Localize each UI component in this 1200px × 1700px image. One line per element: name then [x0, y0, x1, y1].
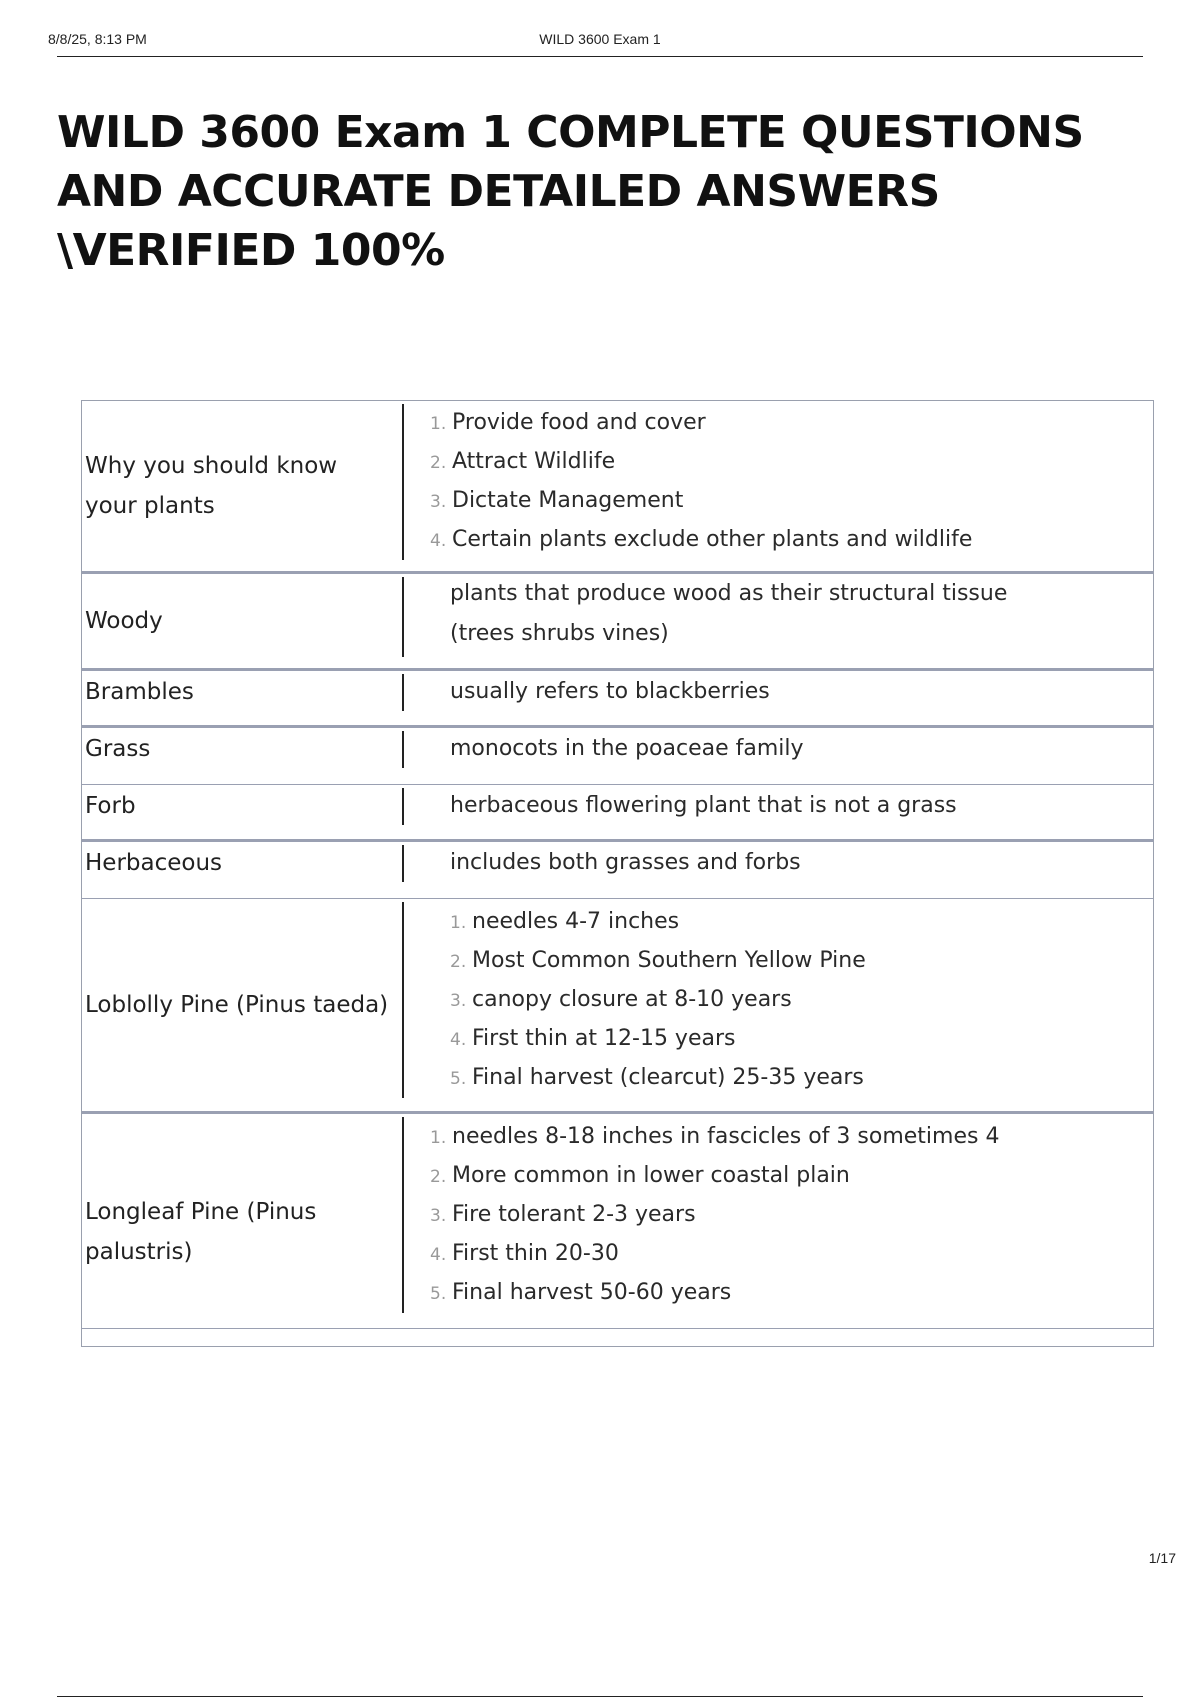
table-footer [82, 1329, 1153, 1346]
term-cell: Why you should know your plants [85, 453, 338, 519]
print-doc-title: WILD 3600 Exam 1 [539, 31, 661, 47]
definition-cell: includes both grasses and forbs [450, 850, 801, 875]
list-item: 2. Most Common Southern Yellow Pine [450, 948, 866, 973]
definition-cell: plants that produce wood as their structural tissue (trees shrubs vines) [450, 581, 1008, 646]
term-cell: Herbaceous [85, 850, 223, 876]
list-item: 3. Fire tolerant 2-3 years [430, 1202, 696, 1227]
column-divider [402, 731, 404, 768]
table-row [82, 785, 1153, 842]
list-item: 1. Provide food and cover [430, 410, 706, 435]
column-divider [402, 902, 404, 1098]
table-row [82, 842, 1153, 899]
term-cell: Grass [85, 736, 151, 762]
list-item: 1. needles 4-7 inches [450, 909, 680, 934]
table-row [82, 671, 1153, 728]
list-item: 4. Certain plants exclude other plants and wildlife [430, 527, 973, 552]
definition-cell [402, 899, 1153, 1111]
footer-rule [57, 1696, 1143, 1697]
table-row [82, 899, 1153, 1114]
definition-cell [382, 1114, 1153, 1328]
print-header [48, 28, 1143, 57]
table-row [82, 1114, 1153, 1329]
print-datetime: 8/8/25, 8:13 PM [48, 31, 147, 47]
list-item: 4. First thin 20-30 [430, 1241, 619, 1266]
list-item: 2. Attract Wildlife [430, 449, 616, 474]
list-item: 4. First thin at 12-15 years [450, 1026, 736, 1051]
term-cell: Longleaf Pine (Pinus palustris) [85, 1199, 317, 1265]
term-cell: Loblolly Pine (Pinus taeda) [85, 992, 389, 1018]
definition-cell: usually refers to blackberries [450, 679, 770, 704]
column-divider [402, 845, 404, 882]
table-row [82, 574, 1153, 671]
definition-cell: monocots in the poaceae family [450, 736, 804, 761]
term-cell: Brambles [85, 679, 194, 705]
list-item: 1. needles 8-18 inches in fascicles of 3 sometimes 4 [430, 1124, 1000, 1149]
page-title: WILD 3600 Exam 1 COMPLETE QUESTIONS AND ACCURATE DETAILED ANSWERS \VERIFIED 100% [57, 107, 1084, 276]
definition-cell [382, 401, 1153, 571]
page-number: 1/17 [1148, 1550, 1176, 1566]
table-row [82, 401, 1153, 574]
definition-cell: herbaceous flowering plant that is not a grass [450, 793, 957, 818]
list-item: 3. Dictate Management [430, 488, 684, 513]
column-divider [402, 1117, 404, 1313]
term-cell: Forb [85, 793, 136, 819]
list-item: 5. Final harvest (clearcut) 25-35 years [450, 1065, 864, 1090]
list-item: 2. More common in lower coastal plain [430, 1163, 850, 1188]
column-divider [402, 577, 404, 657]
term-cell: Woody [85, 608, 163, 634]
table-row [82, 728, 1153, 785]
list-item: 3. canopy closure at 8-10 years [450, 987, 792, 1012]
column-divider [402, 404, 404, 560]
column-divider [402, 788, 404, 825]
flashcard-table [81, 400, 1154, 1347]
list-item: 5. Final harvest 50-60 years [430, 1280, 732, 1305]
column-divider [402, 674, 404, 711]
